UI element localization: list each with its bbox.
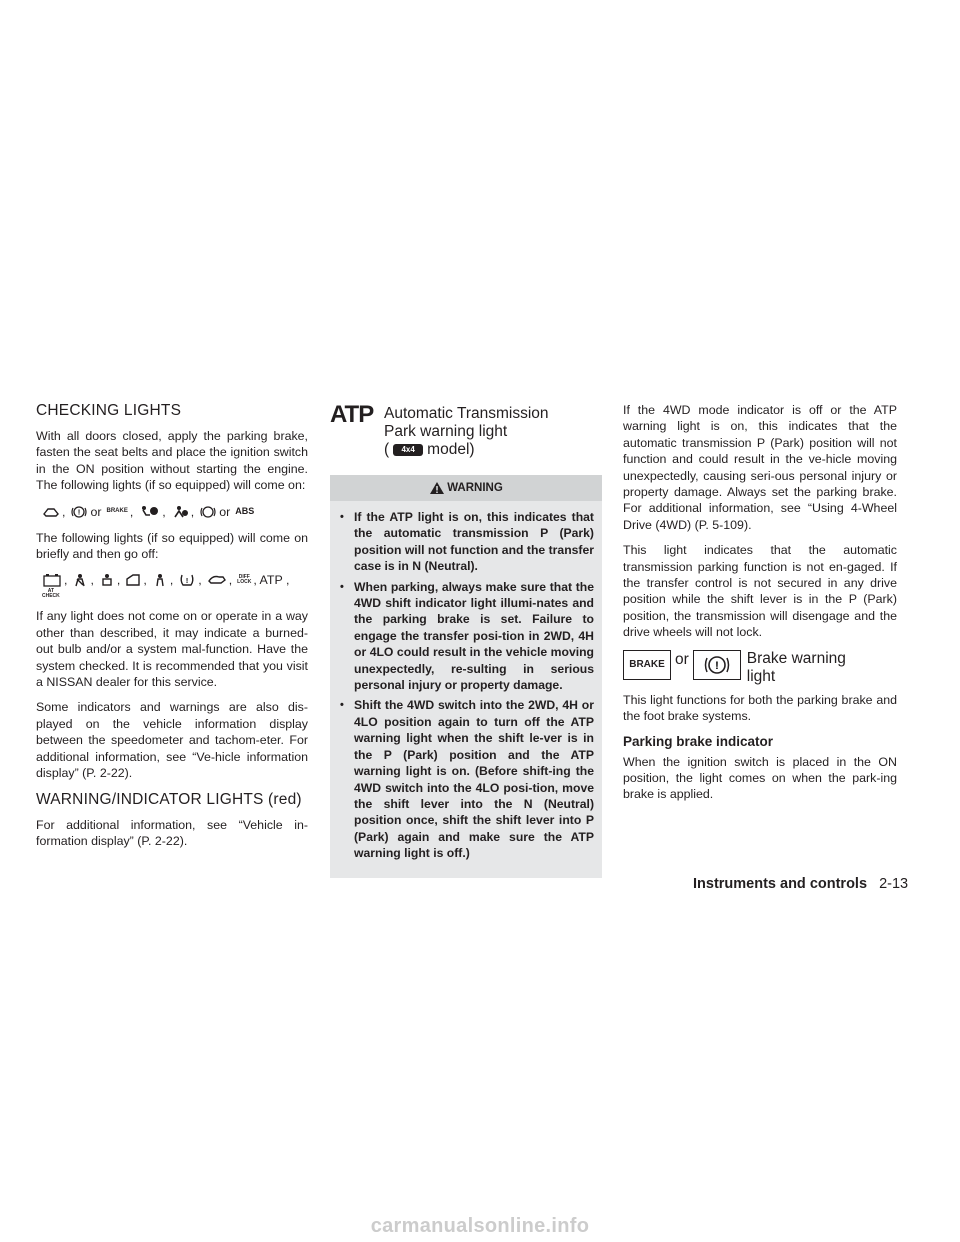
atp-function-text: This light indicates that the automatic transmission parking function is not en-gaged. If the transfer control is not secured in any drive position while the shift lever is in the P (Park) position, the transmission will disengage and the drive wheels will not lock. [623,543,897,640]
warning-indicator-heading: WARNING/INDICATOR LIGHTS (red) [36,790,302,808]
diff-lock-icon: DIFF LOCK [237,574,252,586]
battery-icon [42,573,62,587]
brake-warning-title: Brake warning light [746,649,846,685]
at-check-icon: AT CHECK [42,588,60,600]
brake-circle-icon [70,505,88,519]
column-right [623,402,897,812]
additional-info-text: For additional information, see “Vehicle in-formation display” (P. 2-22). [36,817,308,848]
brake-function-text: This light functions for both the parking brake and the foot brake systems. [623,692,897,724]
abs-icon: ABS [235,506,255,517]
brake-text-icon: BRAKE [106,508,128,515]
atp-section-header [330,402,602,459]
vehicle-info-display-text: Some indicators and warnings are also dis-played on the vehicle information display between the speedometer and tachom-eter. For additional information, see “Ve-hicle information display” (P. 2-22). [36,700,308,781]
brake-circle-box-icon [693,650,741,680]
warning-item: • Shift the 4WD switch into the 2WD, 4H or 4LO position again to turn off the ATP warning light when the shift le-ver is in the P (Park) position and the ATP warning light is on. (Before shift-ing the 4WD switch into the 4LO posi-tion, move the shift lever into the N (Neutral) position once, shift the shift lever into P (Park) again and make sure the ATP warning light is off.) [338,697,594,861]
warning-list [338,509,594,862]
column-middle [330,402,602,878]
brake-system-icon [199,505,217,519]
4x4-badge-icon: 4x4 [393,444,423,456]
brake-text-box-icon: BRAKE [623,650,671,680]
page-footer [693,876,908,892]
seat-belt-icon [72,573,88,587]
tire-pressure-icon [178,573,196,587]
parking-brake-text: When the ignition switch is placed in the ON position, the light comes on when the park-ing brake is applied. [623,754,897,802]
lights-come-on-row: , ! or BRAKE , , , or ABS [36,503,308,521]
warning-triangle-icon [429,481,445,495]
checking-lights-intro: With all doors closed, apply the parking brake, fasten the seat belts and place the ignition switch in the ON position without starting the engine. The following lights (if so equipped) will come on: [36,429,308,493]
airbag-icon [138,505,160,519]
warning-header: WARNING [330,475,602,501]
warning-item: • If the ATP light is on, this indicates that the automatic transmission P (Park) position will not function and the transfer case is in N (Neutral). [338,509,594,575]
svg-text:!: ! [714,659,719,672]
lights-briefly-text: The following lights (if so equipped) will come on briefly and then go off: [36,530,308,562]
column-left [36,402,308,858]
warning-item: • When parking, always make sure that the 4WD shift indicator light illumi-nates and the parking brake is set. Failure to engage the transfer posi-tion in 2WD, 4H or 4LO could result in the vehicle moving unexpectedly, re-sulting in serious personal injury or property damage. [338,579,594,694]
svg-text:!: ! [78,509,81,517]
atp-logo-icon: ATP [330,401,374,428]
4wd-mode-text: If the 4WD mode indicator is off or the ATP warning light is on, this indicates that the automatic transmission P (Park) position will not function and could result in the ve-hicle moving unexpectedly, causing seri-ous personal injury or property damage. Always set the parking brake. For additional information, see “Using 4-Wheel Drive (4WD) (P. 5-109). [623,403,897,532]
checking-lights-heading: CHECKING LIGHTS [36,402,182,419]
atp-title: Automatic Transmission Park warning light ( 4x4 model) [384,405,549,458]
watermark: carmanualsonline.info [370,1215,590,1237]
warning-box [330,475,602,878]
section-name: Instruments and controls [693,876,868,892]
oil-pressure-icon [207,573,227,587]
seatbelt-warning-icon [42,505,60,519]
door-open-icon [125,573,141,587]
passenger-seat-icon [152,573,168,587]
lights-briefly-row: , , , , , ! , , DIFF LOCK , ATP , AT CHECK [42,573,290,600]
page-number: 2-13 [879,876,909,892]
malfunction-text: If any light does not come on or operate in a way other than described, it may indicate a burned-out bulb and/or a system mal-function. Have the system checked. It is recommended that you visit a NISSAN dealer for this service. [36,609,308,690]
atp-inline-text: , ATP , [253,573,290,588]
seat-belt-rear-icon [99,573,115,587]
svg-text:!: ! [186,578,189,586]
passenger-airbag-icon [171,505,189,519]
parking-brake-subheading: Parking brake indicator [623,733,774,749]
brake-warning-header: BRAKE or ! Brake warning light [623,650,897,686]
